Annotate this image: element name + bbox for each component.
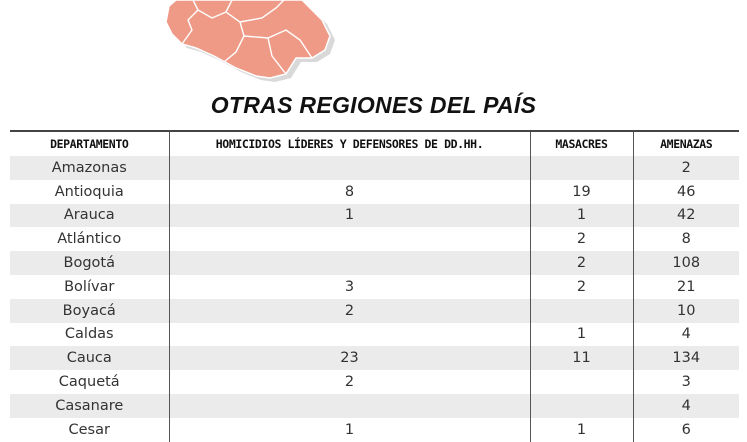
section-title: OTRAS REGIONES DEL PAÍS [210, 92, 537, 118]
cell-homicidios [169, 227, 530, 251]
cell-masacres [530, 370, 633, 394]
cell-masacres: 2 [530, 275, 633, 299]
cell-homicidios [169, 156, 530, 180]
cell-departamento: Cesar [10, 418, 169, 442]
table-row [10, 156, 739, 180]
cell-departamento: Boyacá [10, 299, 169, 323]
cell-departamento: Amazonas [10, 156, 169, 180]
cell-amenazas: 108 [633, 251, 739, 275]
cell-amenazas: 42 [633, 204, 739, 228]
cell-departamento: Caldas [10, 323, 169, 347]
cell-masacres: 11 [530, 346, 633, 370]
cell-homicidios: 2 [169, 370, 530, 394]
table-header-row [10, 131, 739, 156]
table-row [10, 275, 739, 299]
table-row [10, 299, 739, 323]
map-region-shape [166, 0, 330, 78]
region-map-graphic [0, 0, 747, 90]
cell-masacres [530, 394, 633, 418]
header-amenazas: AMENAZAS [633, 131, 739, 156]
cell-homicidios: 8 [169, 180, 530, 204]
cell-amenazas: 21 [633, 275, 739, 299]
cell-departamento: Bolívar [10, 275, 169, 299]
cell-departamento: Caquetá [10, 370, 169, 394]
table-row [10, 251, 739, 275]
cell-homicidios [169, 394, 530, 418]
table-row [10, 370, 739, 394]
cell-homicidios [169, 251, 530, 275]
cell-amenazas: 46 [633, 180, 739, 204]
cell-masacres: 1 [530, 204, 633, 228]
cell-homicidios: 23 [169, 346, 530, 370]
table-row [10, 227, 739, 251]
cell-amenazas: 4 [633, 323, 739, 347]
region-map [0, 0, 747, 90]
header-masacres: MASACRES [530, 131, 633, 156]
cell-homicidios [169, 323, 530, 347]
cell-masacres: 1 [530, 323, 633, 347]
cell-departamento: Atlántico [10, 227, 169, 251]
header-departamento: DEPARTAMENTO [10, 131, 169, 156]
cell-amenazas: 3 [633, 370, 739, 394]
cell-departamento: Casanare [10, 394, 169, 418]
violence-stats-table [10, 130, 739, 442]
cell-departamento: Cauca [10, 346, 169, 370]
cell-amenazas: 10 [633, 299, 739, 323]
cell-masacres: 2 [530, 227, 633, 251]
table-row [10, 180, 739, 204]
cell-homicidios: 2 [169, 299, 530, 323]
header-homicidios: HOMICIDIOS LÍDERES Y DEFENSORES DE DD.HH. [169, 131, 530, 156]
cell-departamento: Antioquia [10, 180, 169, 204]
table-row [10, 204, 739, 228]
table-row [10, 346, 739, 370]
cell-masacres: 1 [530, 418, 633, 442]
cell-amenazas: 4 [633, 394, 739, 418]
cell-masacres: 2 [530, 251, 633, 275]
cell-departamento: Bogotá [10, 251, 169, 275]
cell-amenazas: 134 [633, 346, 739, 370]
cell-departamento: Arauca [10, 204, 169, 228]
cell-amenazas: 2 [633, 156, 739, 180]
table-row [10, 418, 739, 442]
cell-amenazas: 6 [633, 418, 739, 442]
cell-amenazas: 8 [633, 227, 739, 251]
table-row [10, 323, 739, 347]
cell-homicidios: 3 [169, 275, 530, 299]
cell-masacres [530, 156, 633, 180]
cell-homicidios: 1 [169, 204, 530, 228]
cell-masacres: 19 [530, 180, 633, 204]
table-row [10, 394, 739, 418]
cell-homicidios: 1 [169, 418, 530, 442]
cell-masacres [530, 299, 633, 323]
